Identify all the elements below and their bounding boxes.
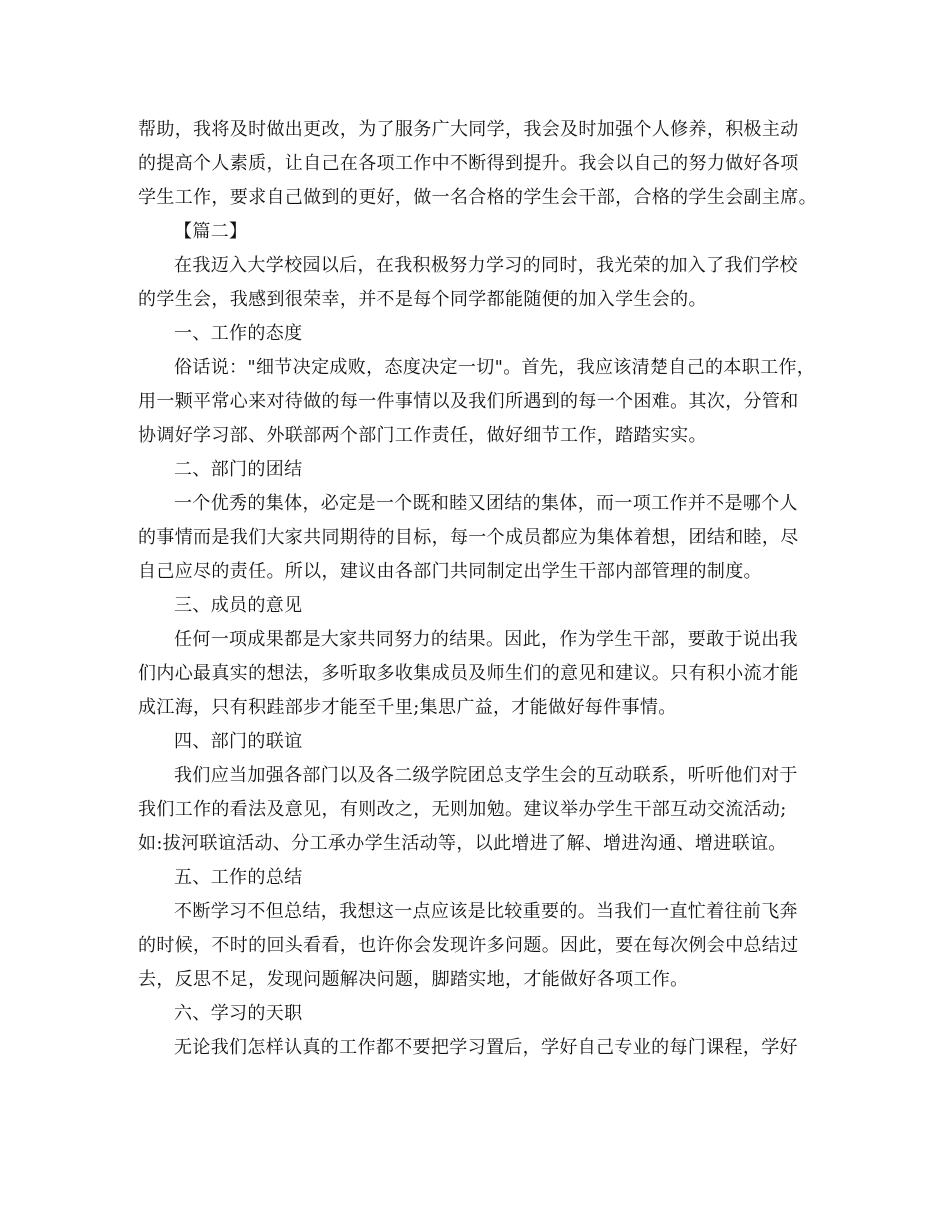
text-line: 无论我们怎样认真的工作都不要把学习置后，学好自己专业的每门课程，学好 [174,1037,798,1058]
text-line: 自己应尽的责任。所以，建议由各部门共同制定出学生干部内部管理的制度。 [138,561,762,582]
text-line: 协调好学习部、外联部两个部门工作责任，做好细节工作，踏踏实实。 [138,425,707,446]
text-line: 如:拔河联谊活动、分工承办学生活动等，以此增进了解、增进沟通、增进联谊。 [138,833,787,854]
section-title: 【篇二】 [174,221,248,242]
text-line: 不断学习不但总结，我想这一点应该是比较重要的。当我们一直忙着往前飞奔 [174,901,798,922]
text-line: 任何一项成果都是大家共同努力的结果。因此，作为学生干部，要敢于说出我 [174,629,798,650]
text-line: 去，反思不足，发现问题解决问题，脚踏实地，才能做好各项工作。 [138,969,689,990]
text-line: 我们应当加强各部门以及各二级学院团总支学生会的互动联系，听听他们对于 [174,765,798,786]
text-line: 的时候，不时的回头看看，也许你会发现许多问题。因此，要在每次例会中总结过 [138,935,799,956]
text-line: 在我迈入大学校园以后，在我积极努力学习的同时，我光荣的加入了我们学校 [174,255,798,276]
section-heading: 六、学习的天职 [174,1003,303,1024]
section-heading: 四、部门的联谊 [174,731,303,752]
text-line: 一个优秀的集体，必定是一个既和睦又团结的集体，而一项工作并不是哪个人 [174,493,798,514]
section-heading: 三、成员的意见 [174,595,303,616]
text-line: 的提高个人素质，让自己在各项工作中不断得到提升。我会以自己的努力做好各项 [138,153,799,174]
text-line: 学生工作，要求自己做到的更好，做一名合格的学生会干部，合格的学生会副主席。 [138,187,817,208]
text-line: 帮助，我将及时做出更改，为了服务广大同学，我会及时加强个人修养，积极主动 [138,119,799,140]
text-line: 用一颗平常心来对待做的每一件事情以及我们所遇到的每一个困难。其次，分管和 [138,391,799,412]
text-line: 成江海，只有积跬部步才能至千里;集思广益，才能做好每件事情。 [138,697,677,718]
document-body [138,113,823,1065]
text-line: 的学生会，我感到很荣幸，并不是每个同学都能随便的加入学生会的。 [138,289,707,310]
text-line: 的事情而是我们大家共同期待的目标，每一个成员都应为集体着想，团结和睦，尽 [138,527,799,548]
text-line: 我们工作的看法及意见，有则改之，无则加勉。建议举办学生干部互动交流活动; [138,799,787,820]
section-heading: 一、工作的态度 [174,323,303,344]
text-line: 们内心最真实的想法，多听取多收集成员及师生们的意见和建议。只有积小流才能 [138,663,799,684]
section-heading: 二、部门的团结 [174,459,303,480]
section-heading: 五、工作的总结 [174,867,303,888]
text-line: 俗话说："细节决定成败，态度决定一切"。首先，我应该清楚自己的本职工作， [174,357,816,378]
